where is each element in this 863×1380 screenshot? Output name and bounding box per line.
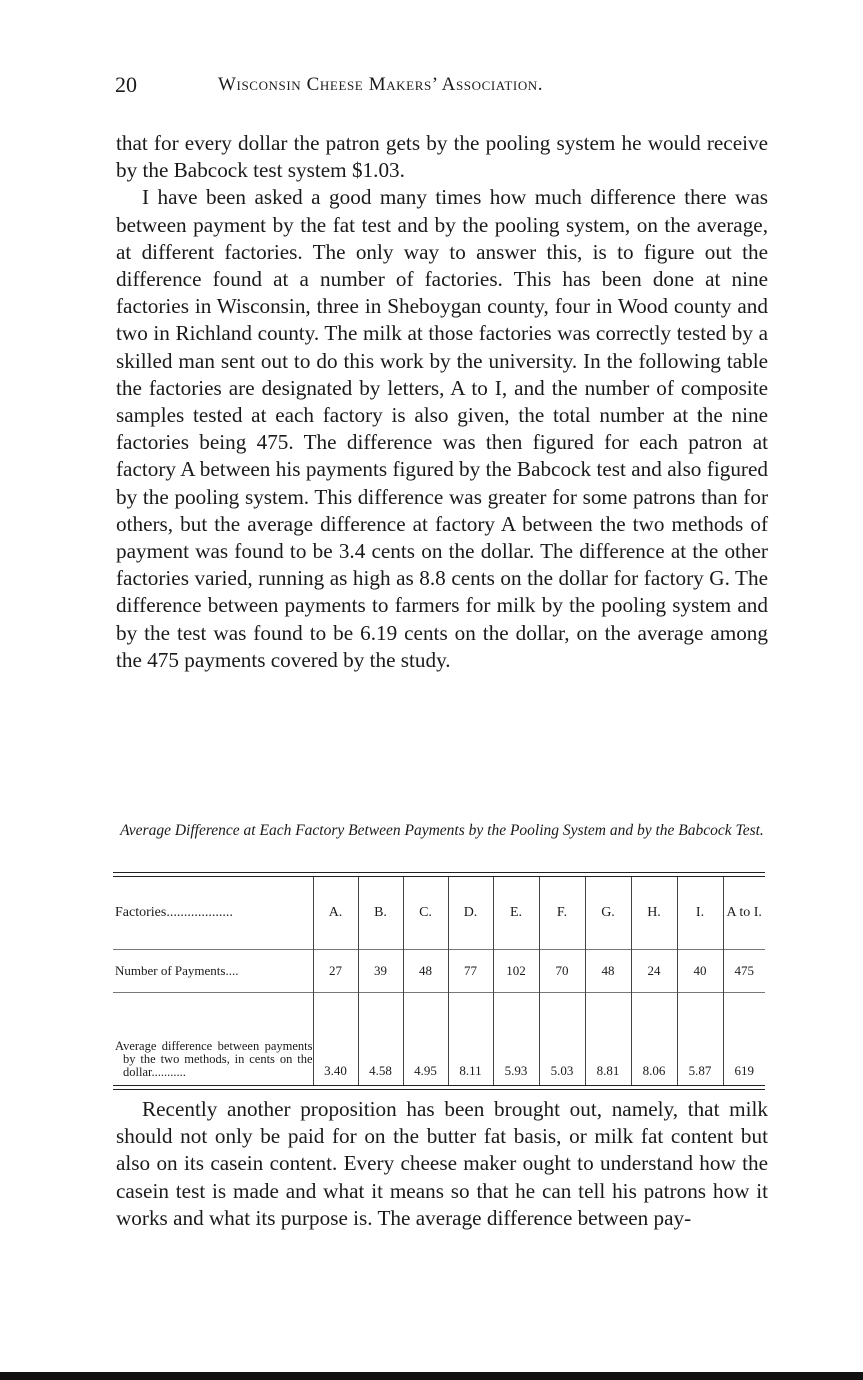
table-cell: 5.87	[677, 993, 723, 1086]
column-header: G.	[585, 877, 631, 950]
table-cell: 39	[358, 950, 403, 993]
column-header: D.	[448, 877, 493, 950]
body-text-bottom	[116, 1096, 768, 1232]
row-label-payments: Number of Payments....	[113, 950, 313, 993]
row-label-average-difference	[113, 993, 313, 1086]
table-cell: 48	[585, 950, 631, 993]
table-cell: 40	[677, 950, 723, 993]
column-header: I.	[677, 877, 723, 950]
column-header: H.	[631, 877, 677, 950]
table-cell: 4.95	[403, 993, 448, 1086]
column-header: A.	[313, 877, 358, 950]
table-cell: 24	[631, 950, 677, 993]
column-header: F.	[539, 877, 585, 950]
table-cell: 5.03	[539, 993, 585, 1086]
data-table	[113, 872, 765, 1090]
table-cell: 70	[539, 950, 585, 993]
table-cell: 48	[403, 950, 448, 993]
table-row-average-difference	[113, 993, 765, 1086]
column-header: C.	[403, 877, 448, 950]
table-cell: 8.11	[448, 993, 493, 1086]
table-caption: Average Difference at Each Factory Between Payments by the Pooling System and by the Babcock Test.	[120, 822, 764, 839]
table-cell: 8.06	[631, 993, 677, 1086]
table-bottom-rule	[113, 1085, 765, 1090]
paragraph: Recently another proposition has been brought out, namely, that milk should not only be paid for on the butter fat basis, or milk fat content but also on its casein content. Every cheese maker ought to understand how the casein test is made and what it means so that he can tell his patrons how it works and what its purpose is. The average difference between pay-	[116, 1097, 768, 1230]
table-cell: 5.93	[493, 993, 539, 1086]
page-header	[113, 72, 773, 104]
table-cell: 102	[493, 950, 539, 993]
table-cell: 27	[313, 950, 358, 993]
page-number: 20	[115, 72, 137, 97]
table-cell: 77	[448, 950, 493, 993]
table-row-payments	[113, 950, 765, 993]
table-cell: 3.40	[313, 993, 358, 1086]
column-header: B.	[358, 877, 403, 950]
running-head: Wisconsin Cheese Makers’ Association.	[218, 74, 544, 95]
scan-edge-bar	[0, 1372, 863, 1380]
column-header: A to I.	[723, 877, 765, 950]
row-label-factories: Factories...................	[115, 905, 233, 920]
table-cell: 4.58	[358, 993, 403, 1086]
column-header: E.	[493, 877, 539, 950]
table-cell: 475	[723, 950, 765, 993]
table-cell: 8.81	[585, 993, 631, 1086]
paragraph: that for every dollar the patron gets by the pooling system he would receive by the Babcock test system $1.03.	[116, 131, 768, 183]
table-cell: 619	[723, 993, 765, 1086]
row-label-text: Average difference between payments by the two methods, in cents on the dollar...........	[115, 1039, 313, 1079]
paragraph: I have been asked a good many times how much difference there was between payment by the fat test and by the pooling system, on the average, at different factories. The only way to answer this, is to figure out the difference found at a number of factories. This has been done at nine factories in Wisconsin, three in Sheboygan county, four in Wood county and two in Richland county. The milk at those factories was correctly tested by a skilled man sent out to do this work by the university. In the following table the factories are designated by letters, A to I, and the number of composite samples tested at each factory is also given, the total number at the nine factories being 475. The difference was then figured for each patron at factory A between his payments figured by the Babcock test and also figured by the pooling system. This difference was greater for some patrons than for others, but the average difference at factory A between the two methods of payment was found to be 3.4 cents on the dollar. The difference at the other factories varied, running as high as 8.8 cents on the dollar for factory G. The difference between payments to farmers for milk by the pooling system and by the test was found to be 6.19 cents on the dollar, on the average among the 475 payments covered by the study.	[116, 185, 768, 672]
factory-table	[113, 877, 765, 1085]
table-header-row	[113, 877, 765, 950]
body-text-top	[116, 130, 768, 674]
